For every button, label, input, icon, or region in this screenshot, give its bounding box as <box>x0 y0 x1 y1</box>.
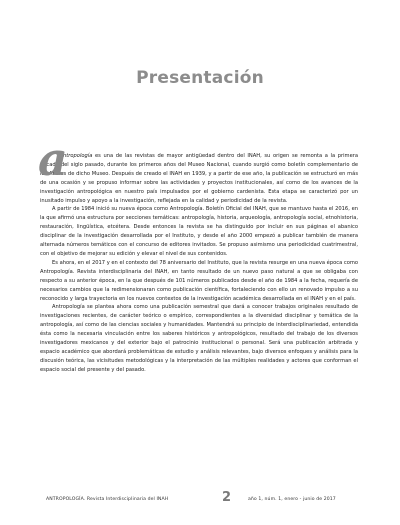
paragraph-4: Antropología se plantea ahora como una publicación semestral que dará a conocer trabajos originales resultado de investigaciones recientes, de carácter teórico o empírico, correspondientes a la diversidad disciplinar y temática de la antropología, así como de las ciencias sociales y humanidades. Mantendrá su principio de interdisciplinariedad, entendida ésta como la necesaria vinculación entre los saberes históricos y antropológicos, resultado del trabajo de los diversos investigadores mexicanos y del exterior bajo el patrocinio institucional o personal. Será una publicación arbitrada y espacio académico que abordará problemáticas de estudio y análisis relevantes, bajo diversos enfoques y análisis para la discusión teórica, las vicisitudes metodológicas y la interpretación de las múltiples realidades y actores que conforman el espacio social del presente y del pasado. <box>40 304 358 373</box>
drop-cap: a <box>38 132 68 186</box>
paragraph-2: A partir de 1984 inició su nueva época como Antropología. Boletín Oficial del INAH, que se mantuvo hasta el 2016, en la que afirmó una estructura por secciones temáticas: antropología, historia, arqueología, antropología social, etnohistoria, restauración, lingüística, etcétera. Desde entonces la revista se ha distinguido por incluir en sus páginas el abanico disciplinar de la investigación desarrollada por el Instituto, y desde el año 2000 empezó a publicar también de manera alternada números temáticos con el concurso de editores invitados. Se propuso asimismo una periodicidad cuatrimestral, con el objetivo de mejorar su edición y elevar el nivel de sus contenidos. <box>40 206 358 257</box>
page-title: Presentación <box>136 68 264 88</box>
paragraph-1 <box>40 152 358 205</box>
paragraph-3: Es ahora, en el 2017 y en el contexto del 78 aniversario del Instituto, que la revista resurge en una nueva época como Antropología. Revista interdisciplinaria del INAH, en tanto resultado de un nuevo paso natural a que se obligaba con respecto a su anterior época, en la que después de 101 números publicados desde el año de 1984 a la fecha, requería de necesarios cambios que la redimensionaran como publicación científica, fortaleciendo con ello un renovado impulso a su reconocido y larga trayectoria en los nuevos contextos de la investigación académica desarrollada en el INAH y en el país. <box>40 259 358 302</box>
paragraph-1-text: es una de las revistas de mayor antigüedad dentro del INAH, su origen se remonta a la primera década del siglo pasado, durante los primeros años del Museo Nacional, cuando surgió como boletín complementario de los Anales de dicho Museo. Después de creado el INAH en 1939, y a partir de ese año, la publicación se estructuró en más de una ocasión y se propuso informar sobre las actividades y proyectos institucionales, así como de los avances de la investigación antropológica en nuestro país impulsados por el gobierno cardenista. Esta etapa se caracterizó por un inusitado impulso y apoyo a la investigación, reflejada en la calidad y periodicidad de la revista. <box>40 153 358 204</box>
page-number: 2 <box>222 490 232 505</box>
paragraph-1-lead: ntropología <box>63 153 93 159</box>
article-body <box>38 132 358 375</box>
footer-journal-name: ANTROPOLOGÍA. Revista Interdisciplinaria del INAH <box>46 497 169 502</box>
page-footer <box>0 490 400 506</box>
first-paragraph <box>38 132 358 205</box>
footer-issue-info: año 1, núm. 1, enero - junio de 2017 <box>248 497 336 502</box>
